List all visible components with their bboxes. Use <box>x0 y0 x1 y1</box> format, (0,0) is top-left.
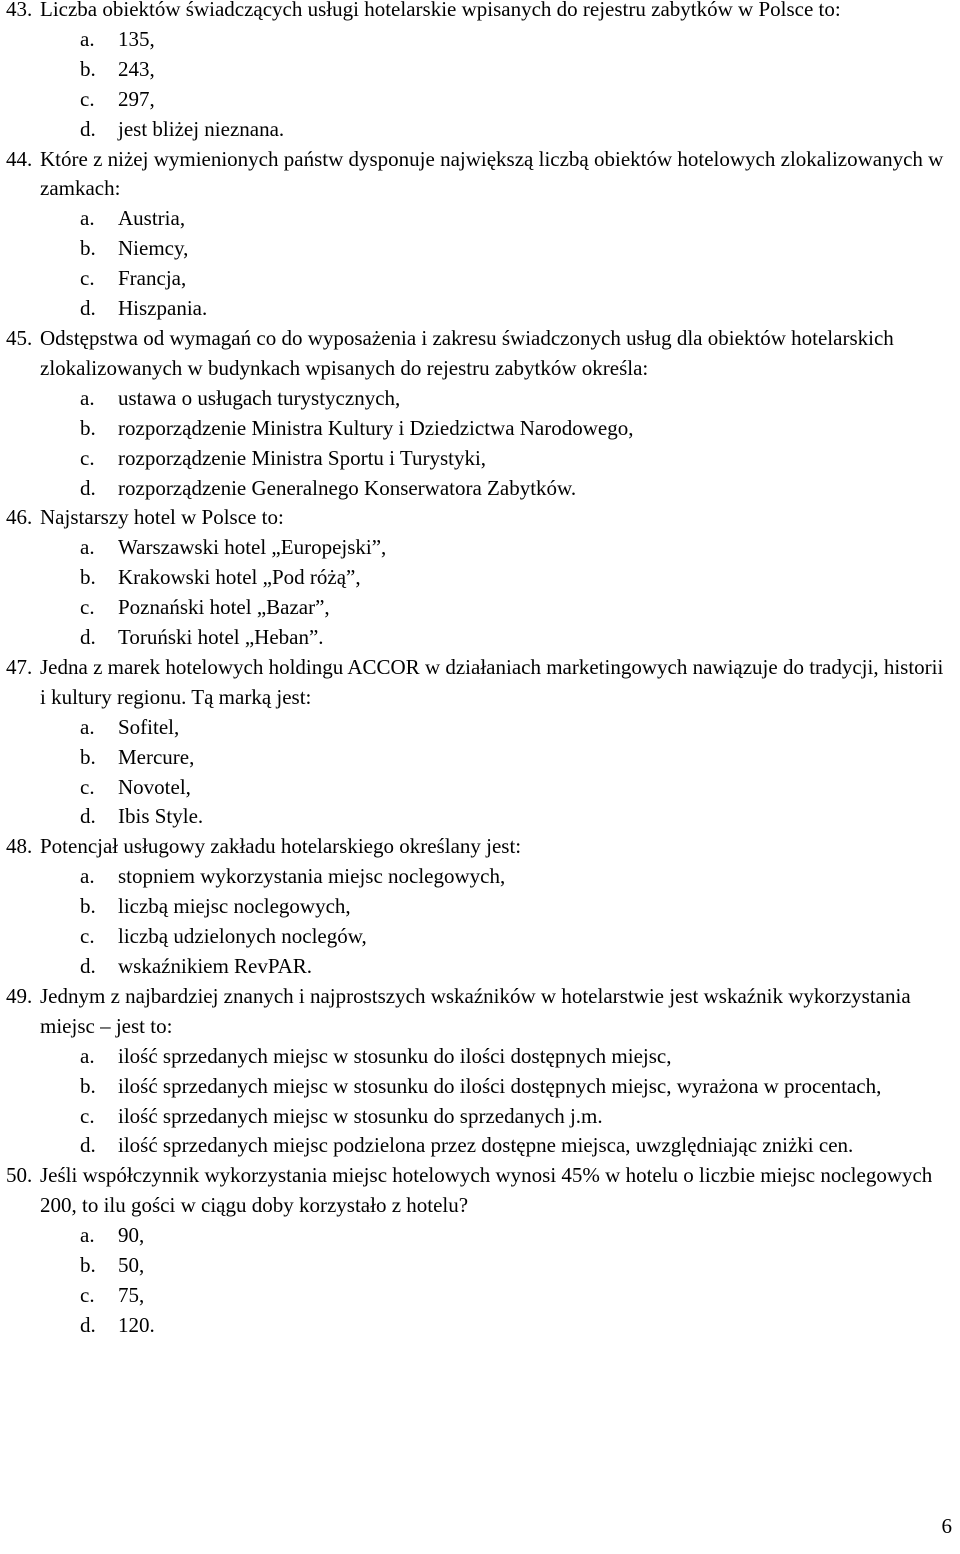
option-letter: c. <box>80 86 95 111</box>
option-text: Francja, <box>118 266 187 291</box>
option-letter: c. <box>80 924 95 949</box>
answer-option-a <box>80 1042 956 1072</box>
option-text: 120. <box>118 1312 155 1337</box>
option-text: Niemcy, <box>118 236 189 261</box>
option-text: Austria, <box>118 206 186 231</box>
answer-option-b <box>80 414 956 444</box>
answer-option-d <box>80 294 956 324</box>
question-text: Potencjał usługowy zakładu hotelarskiego określany jest: <box>40 834 522 859</box>
question-text: Które z niżej wymienionych państw dysponuje największą liczbą obiektów hotelowych zlokalizowanych w zamkach: <box>40 146 944 201</box>
option-letter: c. <box>80 595 95 620</box>
option-letter: d. <box>80 804 96 829</box>
answer-option-c <box>80 1102 956 1132</box>
question-stem <box>6 982 956 1042</box>
option-letter: b. <box>80 415 96 440</box>
answer-option-c <box>80 922 956 952</box>
question-number: 45. <box>6 325 33 350</box>
answer-option-a <box>80 533 956 563</box>
option-text: ilość sprzedanych miejsc w stosunku do ilości dostępnych miejsc, <box>118 1043 672 1068</box>
question-stem <box>6 503 956 533</box>
option-letter: a. <box>80 535 95 560</box>
answer-option-d <box>80 474 956 504</box>
option-letter: b. <box>80 56 96 81</box>
answer-option-b <box>80 1251 956 1281</box>
option-letter: c. <box>80 445 95 470</box>
answer-option-b <box>80 743 956 773</box>
option-letter: c. <box>80 266 95 291</box>
option-text: Hiszpania. <box>118 296 208 321</box>
answer-option-d <box>80 802 956 832</box>
option-text: liczbą miejsc noclegowych, <box>118 894 351 919</box>
option-letter: b. <box>80 744 96 769</box>
option-text: stopniem wykorzystania miejsc noclegowych, <box>118 864 506 889</box>
answer-option-b <box>80 892 956 922</box>
answer-option-a <box>80 862 956 892</box>
question-text: Najstarszy hotel w Polsce to: <box>40 505 284 530</box>
question-stem <box>6 324 956 384</box>
option-letter: a. <box>80 26 95 51</box>
option-text: Sofitel, <box>118 714 180 739</box>
question-text: Jednym z najbardziej znanych i najprostszych wskaźników w hotelarstwie jest wskaźnik wykorzystania miejsc – jest to: <box>40 983 911 1038</box>
option-letter: d. <box>80 116 96 141</box>
option-text: ilość sprzedanych miejsc w stosunku do ilości dostępnych miejsc, wyrażona w procentach, <box>118 1073 882 1098</box>
option-text: Ibis Style. <box>118 804 204 829</box>
question-stem <box>6 145 956 205</box>
question-48 <box>6 832 956 982</box>
answer-option-c <box>80 1281 956 1311</box>
answer-option-d <box>80 115 956 145</box>
question-47 <box>6 653 956 832</box>
question-stem <box>6 832 956 862</box>
question-number: 43. <box>6 0 33 21</box>
option-letter: d. <box>80 1133 96 1158</box>
question-49 <box>6 982 956 1161</box>
option-letter: b. <box>80 894 96 919</box>
answer-option-b <box>80 55 956 85</box>
question-46 <box>6 503 956 653</box>
answer-option-b <box>80 1072 956 1102</box>
question-number: 44. <box>6 146 33 171</box>
option-text: 90, <box>118 1223 145 1248</box>
option-text: Toruński hotel „Heban”. <box>118 625 324 650</box>
option-letter: c. <box>80 1103 95 1128</box>
option-text: ilość sprzedanych miejsc w stosunku do sprzedanych j.m. <box>118 1103 603 1128</box>
option-letter: b. <box>80 1253 96 1278</box>
option-text: Krakowski hotel „Pod różą”, <box>118 565 361 590</box>
question-stem <box>6 1161 956 1221</box>
option-text: 135, <box>118 26 155 51</box>
answer-option-a <box>80 25 956 55</box>
question-number: 50. <box>6 1163 33 1188</box>
option-letter: d. <box>80 296 96 321</box>
answer-option-a <box>80 713 956 743</box>
question-stem <box>6 0 956 25</box>
answer-option-d <box>80 623 956 653</box>
answer-option-c <box>80 444 956 474</box>
option-letter: a. <box>80 1223 95 1248</box>
answer-option-c <box>80 593 956 623</box>
option-text: ustawa o usługach turystycznych, <box>118 385 401 410</box>
option-text: Warszawski hotel „Europejski”, <box>118 535 387 560</box>
answer-option-a <box>80 1221 956 1251</box>
option-text: liczbą udzielonych noclegów, <box>118 924 367 949</box>
question-number: 48. <box>6 834 33 859</box>
option-letter: b. <box>80 1073 96 1098</box>
option-text: rozporządzenie Ministra Kultury i Dziedzictwa Narodowego, <box>118 415 634 440</box>
question-text: Jedna z marek hotelowych holdingu ACCOR w działaniach marketingowych nawiązuje do tradycji, historii i kultury regionu. Tą marką jest: <box>40 654 944 709</box>
question-text: Odstępstwa od wymagań co do wyposażenia i zakresu świadczonych usług dla obiektów hotelarskich zlokalizowanych w budynkach wpisanych do rejestru zabytków określa: <box>40 325 894 380</box>
question-text: Jeśli współczynnik wykorzystania miejsc hotelowych wynosi 45% w hotelu o liczbie miejsc noclegowych 200, to ilu gości w ciągu doby korzystało z hotelu? <box>40 1163 933 1218</box>
option-text: 297, <box>118 86 155 111</box>
question-number: 47. <box>6 654 33 679</box>
option-letter: d. <box>80 625 96 650</box>
answer-option-c <box>80 85 956 115</box>
option-letter: a. <box>80 206 95 231</box>
answer-option-c <box>80 773 956 803</box>
option-text: Novotel, <box>118 774 191 799</box>
question-50 <box>6 1161 956 1340</box>
option-letter: a. <box>80 864 95 889</box>
question-number: 49. <box>6 983 33 1008</box>
option-letter: a. <box>80 385 95 410</box>
option-letter: b. <box>80 565 96 590</box>
page-number: 6 <box>941 1514 952 1538</box>
option-text: 50, <box>118 1253 145 1278</box>
option-text: Mercure, <box>118 744 195 769</box>
option-letter: c. <box>80 774 95 799</box>
answer-option-d <box>80 952 956 982</box>
question-44 <box>6 145 956 324</box>
option-text: 75, <box>118 1282 145 1307</box>
answer-option-a <box>80 204 956 234</box>
option-text: Poznański hotel „Bazar”, <box>118 595 330 620</box>
option-letter: a. <box>80 714 95 739</box>
option-letter: d. <box>80 1312 96 1337</box>
question-number: 46. <box>6 505 33 530</box>
question-list <box>6 0 956 1341</box>
question-stem <box>6 653 956 713</box>
option-text: jest bliżej nieznana. <box>118 116 285 141</box>
answer-option-b <box>80 234 956 264</box>
option-text: 243, <box>118 56 155 81</box>
answer-option-b <box>80 563 956 593</box>
option-text: ilość sprzedanych miejsc podzielona przez dostępne miejsca, uwzględniając zniżki cen. <box>118 1133 854 1158</box>
option-text: wskaźnikiem RevPAR. <box>118 954 313 978</box>
option-letter: c. <box>80 1282 95 1307</box>
option-text: rozporządzenie Ministra Sportu i Turystyki, <box>118 445 487 470</box>
question-text: Liczba obiektów świadczących usługi hotelarskie wpisanych do rejestru zabytków w Polsce to: <box>40 0 841 21</box>
option-letter: d. <box>80 475 96 500</box>
answer-option-a <box>80 384 956 414</box>
option-letter: d. <box>80 954 96 978</box>
option-text: rozporządzenie Generalnego Konserwatora Zabytków. <box>118 475 577 500</box>
answer-option-d <box>80 1131 956 1161</box>
option-letter: a. <box>80 1043 95 1068</box>
question-43 <box>6 0 956 145</box>
option-letter: b. <box>80 236 96 261</box>
answer-option-d <box>80 1311 956 1341</box>
question-45 <box>6 324 956 503</box>
answer-option-c <box>80 264 956 294</box>
